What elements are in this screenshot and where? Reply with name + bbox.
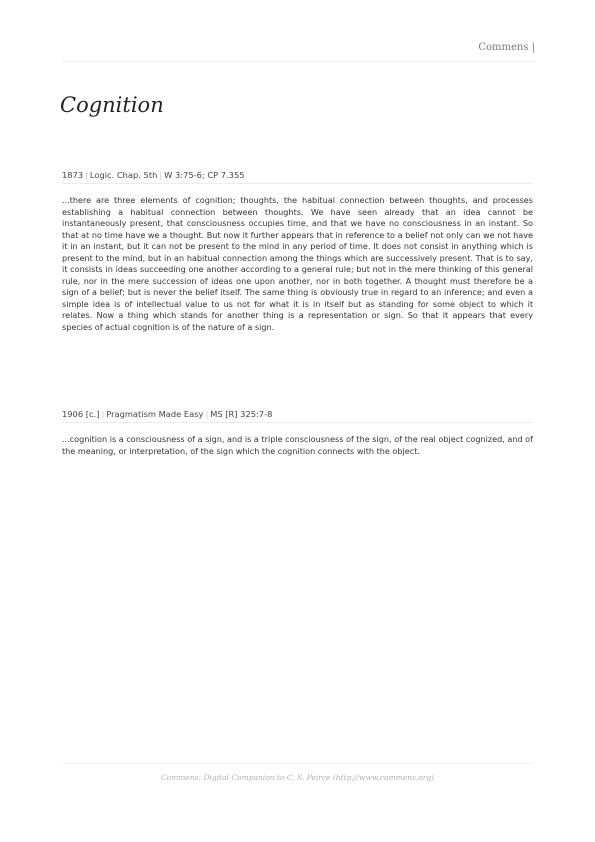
meta-separator: |: [205, 409, 209, 419]
entry-year: 1873: [62, 170, 84, 180]
quote-entry: [62, 170, 533, 334]
entry-quote: ...cognition is a consciousness of a sign, and is a triple consciousness of the sign, of the real object cognized, and of the meaning, or interpretation, of the sign which the cognition connects with the object.: [62, 434, 533, 456]
entry-reference: W 3:75-6; CP 7.355: [164, 170, 245, 180]
entry-quote: ...there are three elements of cognition; thoughts, the habitual connection between thoughts, and processes establishing a habitual connection between thoughts. We have seen already that an idea cannot be instantaneously present, that consciousness occupies time, and that we have no consciousness in an instant. So that at no time have we a thought. But now it further appears that in reference to a belief not only can we not have it in an instant, but it can not be present to the mind in any period of time. It does not consist in anything which is present to the mind, but in an habitual connection among the things which are successively present. That is to say, it consists in ideas succeeding one another according to a general rule; but not in the mere thinking of this general rule, nor in the mere succession of ideas one upon another, nor in both together. A thought must therefore be a sign of a belief; but is never the belief itself. The same thing is obviously true in regard to an inference; and even a simple idea is of intellectual value to us not for what it is in itself but as standing for some object to which it relates. Now a thing which stands for another thing is a representation or sign. So that it appears that every species of actual cognition is of the nature of a sign.: [62, 195, 533, 333]
meta-separator: |: [101, 409, 105, 419]
page-title: Cognition: [60, 93, 164, 117]
entry-source[interactable]: Pragmatism Made Easy: [106, 409, 204, 419]
entry-source[interactable]: Logic. Chap. 5th: [89, 170, 158, 180]
site-header: Commens |: [478, 42, 535, 53]
entry-metadata: [62, 170, 533, 184]
header-divider: [62, 61, 534, 62]
entry-reference: MS [R] 325:7-8: [210, 409, 273, 419]
entry-year: 1906 [c.]: [62, 409, 100, 419]
quote-entry: [62, 409, 533, 457]
site-footer: Commens: Digital Companion to C. S. Peirce (http://www.commens.org): [160, 773, 435, 782]
entry-metadata: [62, 409, 533, 423]
footer-divider: [62, 763, 534, 764]
meta-separator: |: [85, 170, 88, 180]
meta-separator: |: [159, 170, 163, 180]
